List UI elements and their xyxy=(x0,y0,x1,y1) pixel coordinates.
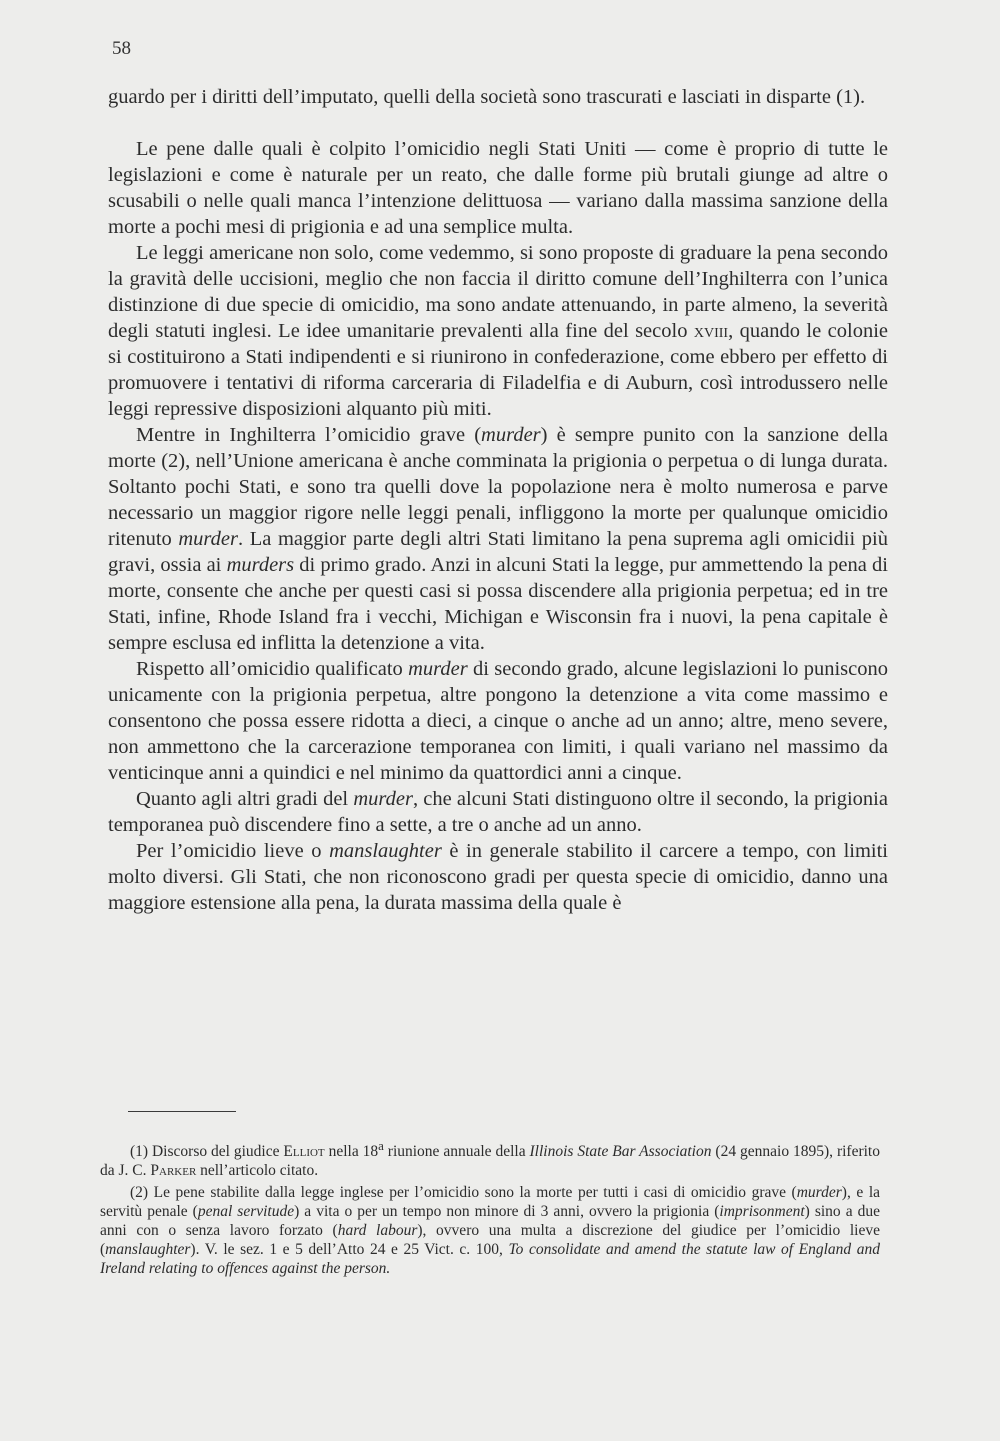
paragraph-5 xyxy=(108,656,888,786)
superscript-run: a xyxy=(378,1138,384,1153)
italic-run: Illinois State Bar Association xyxy=(529,1143,712,1161)
text-run: (2) Le pene stabilite dalla legge inglese per l’omicidio sono la morte per tutti i casi di omicidio grave ( xyxy=(130,1184,797,1202)
paragraph-1 xyxy=(108,84,888,110)
italic-run: murders xyxy=(226,554,295,576)
footnote-1 xyxy=(100,1136,880,1180)
paragraph-6 xyxy=(108,786,888,838)
body-text xyxy=(108,84,888,916)
text-run: ) sino a due anni con o senza lavoro forzato ( xyxy=(100,1203,880,1240)
smallcaps-run: Elliot xyxy=(283,1143,325,1161)
text-run: (1) Discorso del giudice xyxy=(130,1143,284,1161)
page-number: 58 xyxy=(112,38,131,59)
smallcaps-run: Parker xyxy=(150,1162,197,1180)
text-run: di secondo grado, alcune legislazioni lo puniscono unicamente con la prigionia perpetua, altre pongono la detenzione a vita come massimo e consentono che possa essere ridotta a dieci, a cinque o anche ad un anno; altre, meno severe, non ammettono che la carcerazione temporanea con limiti, i quali variano nel massimo da venticinque anni a quindici e nel minimo da quattordici anni a cinque. xyxy=(108,658,888,784)
text-run: è in generale stabilito il carcere a tempo, con limiti molto diversi. Gli Stati, che non riconoscono gradi per questa specie di omicidio, danno una maggiore estensione alla pena, la durata massima della quale è xyxy=(108,840,888,914)
italic-run: murder xyxy=(178,528,238,550)
text-run: Mentre in Inghilterra l’omicidio grave ( xyxy=(136,424,482,446)
text-run: Le pene dalle quali è colpito l’omicidio negli Stati Uniti — come è proprio di tutte le legislazioni e come è naturale per un reato, che dalle forme più brutali giunge ad altre o scusabili o nelle quali manca l’intenzione delittuosa — variano dalla massima sanzione della morte a pochi mesi di prigionia e ad una semplice multa. xyxy=(108,138,888,238)
text-run: guardo per i diritti dell’imputato, quelli della società sono trascurati e lasciati in disparte (1). xyxy=(108,86,866,108)
paragraph-2 xyxy=(108,136,888,240)
text-run: Le leggi americane non solo, come vedemmo, si sono proposte di graduare la pena secondo la gravità delle uccisioni, meglio che non faccia il diritto comune dell’Inghilterra con l’unica distinzione di due specie di omicidio, ma sono andate attenuando, in parte almeno, la severità degli statuti inglesi. Le idee umanitarie prevalenti alla fine del secolo xyxy=(108,242,888,342)
footnote-2 xyxy=(100,1183,880,1278)
text-run: nella 18 xyxy=(324,1143,379,1161)
italic-run: murder xyxy=(408,658,468,680)
text-run: . La maggior parte degli altri Stati limitano la pena suprema agli omicidii più gravi, ossia ai xyxy=(108,528,888,576)
italic-run: murder xyxy=(796,1184,842,1202)
text-run: ), ovvero una multa a discrezione del giudice per l’omicidio lieve ( xyxy=(100,1222,880,1259)
italic-run: To consolidate and amend the statute law of England and Ireland relating to offences against the person. xyxy=(100,1241,880,1278)
paragraph-7 xyxy=(108,838,888,916)
footnote-divider xyxy=(128,1111,236,1112)
smallcaps-run: xviii xyxy=(693,320,729,342)
text-run: , quando le colonie si costituirono a Stati indipendenti e si riunirono in confederazione, come ebbero per effetto di promuovere i tentativi di riforma carceraria di Filadelfia e di Auburn, così introdussero nelle leggi repressive disposizioni alquanto più miti. xyxy=(108,320,888,420)
text-run: nell’articolo citato. xyxy=(196,1162,319,1180)
text-run: Per l’omicidio lieve o xyxy=(136,840,330,862)
text-run: , che alcuni Stati distinguono oltre il secondo, la prigionia temporanea può discendere fino a sette, a tre o anche ad un anno. xyxy=(108,788,888,836)
italic-run: murder xyxy=(353,788,413,810)
text-run: ) è sempre punito con la sanzione della morte (2), nell’Unione americana è anche comminata la prigionia o perpetua o di lunga durata. Soltanto pochi Stati, e sono tra quelli dove la popolazione nera è molto numerosa e parve necessario un maggior rigore nelle leggi penali, infliggono la morte per qualunque omicidio ritenuto xyxy=(108,424,888,550)
text-run: riunione annuale della xyxy=(383,1143,530,1161)
paragraph-3 xyxy=(108,240,888,422)
italic-run: hard labour xyxy=(337,1222,418,1240)
text-run: ). V. le sez. 1 e 5 dell’Atto 24 e 25 Vict. c. 100, xyxy=(190,1241,509,1259)
text-run: Rispetto all’omicidio qualificato xyxy=(136,658,409,680)
text-run: ) a vita o per un tempo non minore di 3 anni, ovvero la prigionia ( xyxy=(294,1203,720,1221)
italic-run: murder xyxy=(481,424,541,446)
italic-run: imprisonment xyxy=(719,1203,805,1221)
paragraph-4 xyxy=(108,422,888,656)
italic-run: manslaughter xyxy=(329,840,442,862)
text-run: ), e la servitù penale ( xyxy=(100,1184,881,1221)
footnotes xyxy=(100,1136,880,1281)
italic-run: manslaughter xyxy=(105,1241,191,1259)
italic-run: penal servitude xyxy=(197,1203,295,1221)
text-run: di primo grado. Anzi in alcuni Stati la legge, pur ammettendo la pena di morte, consente che anche per questi casi si possa discendere alla prigionia perpetua; ed in tre Stati, infine, Rhode Island fra i vecchi, Michigan e Wisconsin fra i nuovi, la pena capitale è sempre esclusa ed inflitta la detenzione a vita. xyxy=(108,554,888,654)
text-run: Quanto agli altri gradi del xyxy=(136,788,354,810)
text-run: (24 gennaio 1895), riferito da J. C. xyxy=(100,1143,880,1180)
